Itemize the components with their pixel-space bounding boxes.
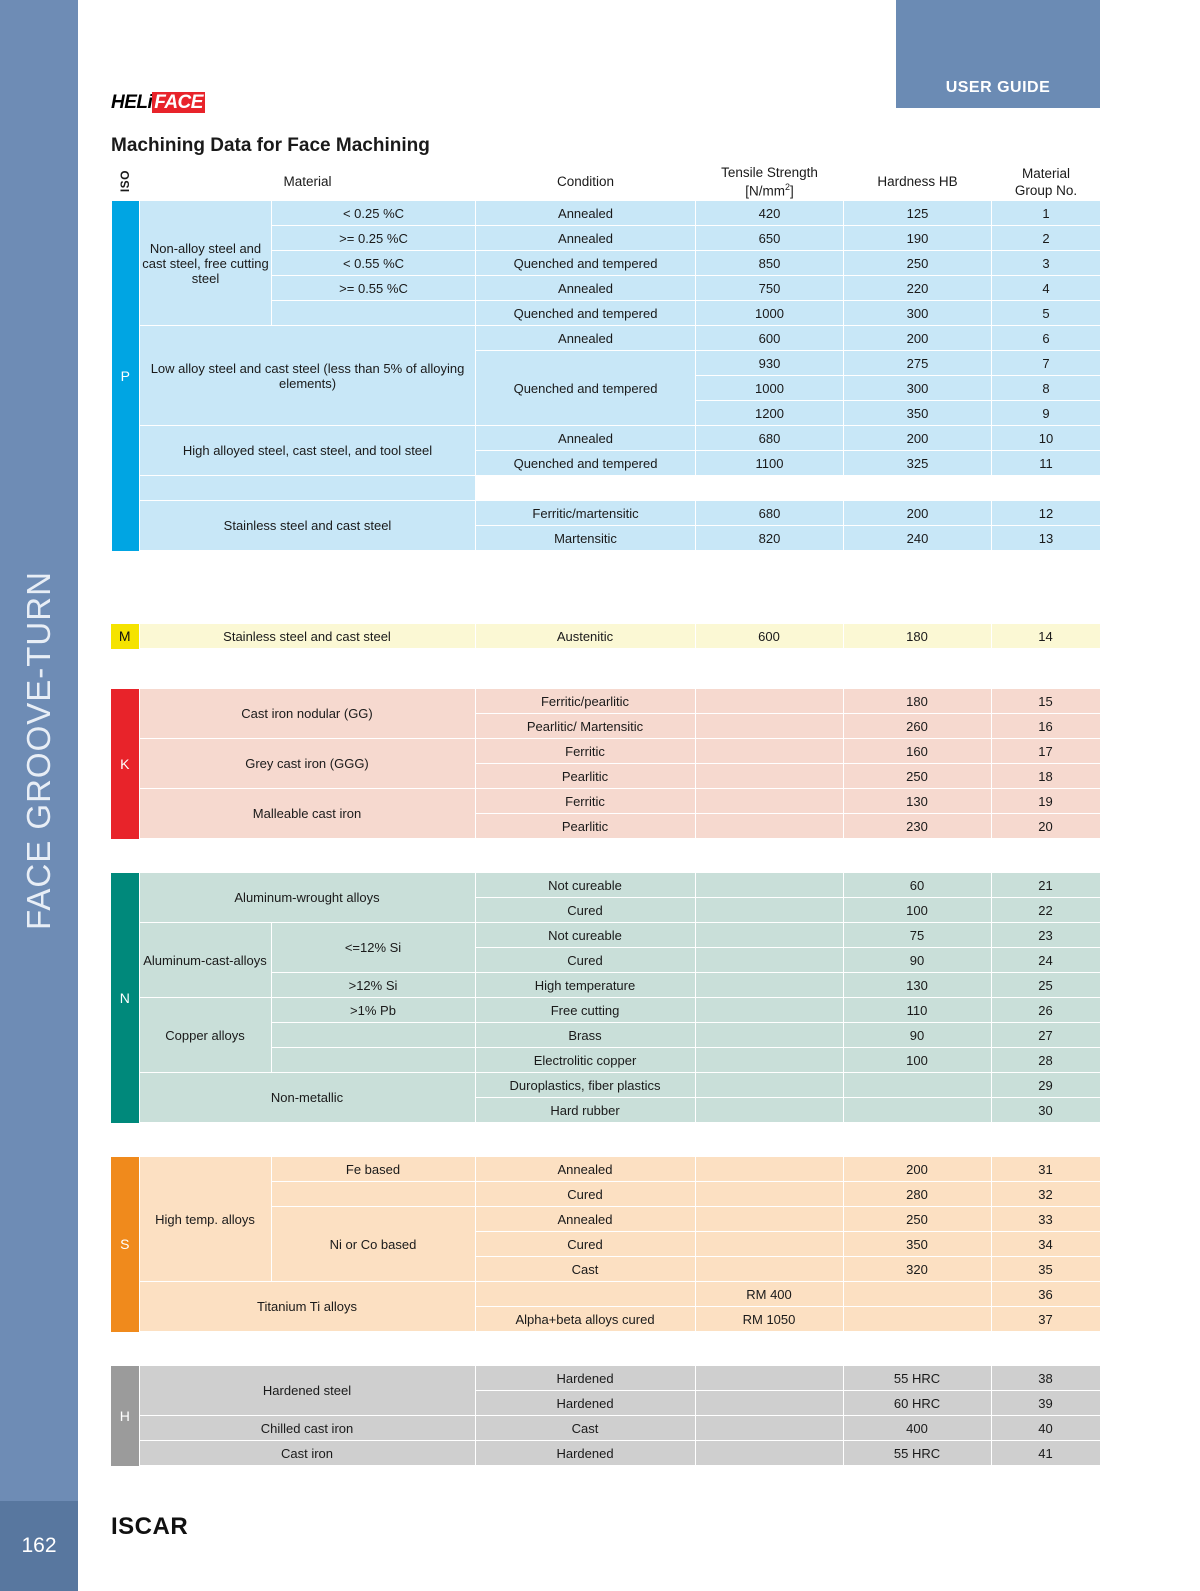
table-row (112, 326, 1101, 351)
tensile (695, 1207, 843, 1232)
table-row (111, 1441, 1100, 1466)
tensile (695, 1232, 843, 1257)
table-group-n (111, 872, 1100, 1123)
tensile: 600 (696, 326, 844, 351)
user-guide-banner: USER GUIDE (896, 0, 1100, 108)
group-no: 29 (991, 1073, 1100, 1098)
material-name: Cast iron nodular (GG) (139, 689, 475, 739)
tensile (695, 764, 843, 789)
table-row (111, 1416, 1100, 1441)
condition: Pearlitic/ Martensitic (475, 714, 695, 739)
hardness: 100 (843, 898, 991, 923)
group-no: 7 (992, 351, 1101, 376)
iso-letter-k: K (111, 689, 139, 839)
hardness: 350 (844, 401, 992, 426)
hardness: 320 (843, 1257, 991, 1282)
material-sub (271, 1023, 475, 1048)
group-no: 31 (991, 1157, 1100, 1182)
material-name: Titanium Ti alloys (139, 1282, 475, 1332)
material-sub (272, 301, 476, 326)
hardness (843, 1073, 991, 1098)
tensile: 680 (696, 426, 844, 451)
group-no: 15 (991, 689, 1100, 714)
header-tensile-strength: Tensile Strength $[N/mm^2]$ (696, 165, 844, 201)
hardness: 220 (844, 276, 992, 301)
condition: High temperature (475, 973, 695, 998)
material-name: Chilled cast iron (139, 1416, 475, 1441)
tensile: 750 (696, 276, 844, 301)
condition: Pearlitic (475, 814, 695, 839)
hardness: 90 (843, 1023, 991, 1048)
tensile: 1000 (696, 376, 844, 401)
hardness: 55 HRC (843, 1366, 991, 1391)
tensile (695, 789, 843, 814)
material-sub: <=12% Si (271, 923, 475, 973)
table-row (111, 1282, 1100, 1307)
condition: Free cutting (475, 998, 695, 1023)
table-row (111, 923, 1100, 948)
hardness: 400 (843, 1416, 991, 1441)
iso-letter-m: M (111, 624, 139, 649)
group-no: 10 (992, 426, 1101, 451)
condition: Quenched and tempered (476, 251, 696, 276)
condition: Hardened (475, 1441, 695, 1466)
condition: Ferritic (475, 739, 695, 764)
table-row (111, 789, 1100, 814)
group-no: 33 (991, 1207, 1100, 1232)
hardness: 110 (843, 998, 991, 1023)
hardness (843, 1307, 991, 1332)
material-sub: >= 0.25 %C (272, 226, 476, 251)
group-no: 30 (991, 1098, 1100, 1123)
tensile (695, 1257, 843, 1282)
hardness: 200 (844, 326, 992, 351)
material-name: Stainless steel and cast steel (139, 624, 475, 649)
hardness: 325 (844, 451, 992, 476)
material-name: High alloyed steel, cast steel, and tool steel (140, 426, 476, 476)
tensile (695, 1182, 843, 1207)
condition (475, 1282, 695, 1307)
table-row (111, 739, 1100, 764)
side-rail-title: FACE GROOVE-TURN (20, 571, 57, 930)
condition: Martensitic (476, 526, 696, 551)
material-name: Non-alloy steel and cast steel, free cutting steel (140, 201, 272, 326)
condition: Quenched and tempered (476, 451, 696, 476)
footer-brand: ISCAR (111, 1513, 189, 1540)
group-no: 9 (992, 401, 1101, 426)
hardness: 250 (843, 764, 991, 789)
hardness: 130 (843, 973, 991, 998)
header-condition: Condition (476, 165, 696, 201)
table-row (111, 998, 1100, 1023)
group-no: 35 (991, 1257, 1100, 1282)
hardness: 90 (843, 948, 991, 973)
material-name: Aluminum-cast-alloys (139, 923, 271, 998)
tensile: 1000 (696, 301, 844, 326)
condition: Cured (475, 898, 695, 923)
tensile (695, 714, 843, 739)
table-row-spacer (112, 476, 1101, 501)
tensile (695, 1048, 843, 1073)
header-material-group: Material Group No. (992, 165, 1101, 201)
tensile (695, 898, 843, 923)
material-sub: >1% Pb (271, 998, 475, 1023)
hardness: 130 (843, 789, 991, 814)
iso-letter-n: N (111, 873, 139, 1123)
group-no: 22 (991, 898, 1100, 923)
condition: Alpha+beta alloys cured (475, 1307, 695, 1332)
group-no: 8 (992, 376, 1101, 401)
condition: Annealed (476, 201, 696, 226)
iso-letter-h: H (111, 1366, 139, 1466)
heliface-logo (111, 92, 205, 114)
condition: Brass (475, 1023, 695, 1048)
spacer-cell (992, 476, 1101, 501)
hardness: 300 (844, 301, 992, 326)
logo-text-face: FACE (154, 92, 203, 113)
hardness: 250 (844, 251, 992, 276)
condition: Austenitic (475, 624, 695, 649)
group-no: 28 (991, 1048, 1100, 1073)
tensile: 650 (696, 226, 844, 251)
hardness: 200 (844, 426, 992, 451)
tensile (695, 973, 843, 998)
tensile: 680 (696, 501, 844, 526)
group-no: 21 (991, 873, 1100, 898)
group-no: 20 (991, 814, 1100, 839)
material-name: Low alloy steel and cast steel (less than 5% of alloying elements) (140, 326, 476, 426)
condition: Ferritic (475, 789, 695, 814)
hardness: 260 (843, 714, 991, 739)
spacer-cell (844, 476, 992, 501)
tensile (695, 814, 843, 839)
group-no: 1 (992, 201, 1101, 226)
tensile: 930 (696, 351, 844, 376)
tensile (695, 1441, 843, 1466)
table-header-row (112, 165, 1101, 201)
page-number: 162 (0, 1501, 78, 1591)
spacer-cell (476, 476, 696, 501)
hardness: 160 (843, 739, 991, 764)
tensile (695, 923, 843, 948)
group-no: 19 (991, 789, 1100, 814)
hardness: 200 (844, 501, 992, 526)
table-row (111, 624, 1100, 649)
group-no: 39 (991, 1391, 1100, 1416)
group-no: 38 (991, 1366, 1100, 1391)
condition: Ferritic/pearlitic (475, 689, 695, 714)
hardness: 180 (843, 624, 991, 649)
hardness: 75 (843, 923, 991, 948)
material-sub: < 0.25 %C (272, 201, 476, 226)
tensile (695, 1366, 843, 1391)
material-sub: Ni or Co based (271, 1207, 475, 1282)
material-name: Copper alloys (139, 998, 271, 1073)
group-no: 17 (991, 739, 1100, 764)
tensile (695, 1157, 843, 1182)
tensile: 420 (696, 201, 844, 226)
tensile (695, 689, 843, 714)
page-title: Machining Data for Face Machining (111, 135, 430, 156)
header-iso: ISO (112, 165, 140, 201)
hardness: 60 HRC (843, 1391, 991, 1416)
group-no: 24 (991, 948, 1100, 973)
group-no: 23 (991, 923, 1100, 948)
tensile (695, 998, 843, 1023)
header-hardness: Hardness HB (844, 165, 992, 201)
condition: Cured (475, 1232, 695, 1257)
group-no: 18 (991, 764, 1100, 789)
hardness (843, 1098, 991, 1123)
table-row (112, 501, 1101, 526)
group-no: 4 (992, 276, 1101, 301)
table-group-p (111, 164, 1100, 551)
condition: Annealed (476, 326, 696, 351)
material-name: Malleable cast iron (139, 789, 475, 839)
tensile (695, 1098, 843, 1123)
material-sub: < 0.55 %C (272, 251, 476, 276)
tensile: 1200 (696, 401, 844, 426)
table-group-m (111, 623, 1100, 649)
condition: Hardened (475, 1391, 695, 1416)
condition: Annealed (475, 1207, 695, 1232)
condition: Pearlitic (475, 764, 695, 789)
group-no: 34 (991, 1232, 1100, 1257)
material-name: Aluminum-wrought alloys (139, 873, 475, 923)
material-sub (271, 1048, 475, 1073)
iso-letter-s: S (111, 1157, 139, 1332)
group-no: 36 (991, 1282, 1100, 1307)
header-material: Material (140, 165, 476, 201)
tensile: RM 1050 (695, 1307, 843, 1332)
tensile (695, 1416, 843, 1441)
material-name: Grey cast iron (GGG) (139, 739, 475, 789)
condition: Not cureable (475, 873, 695, 898)
hardness: 240 (844, 526, 992, 551)
group-no: 13 (992, 526, 1101, 551)
condition: Electrolitic copper (475, 1048, 695, 1073)
table-row (111, 689, 1100, 714)
group-no: 27 (991, 1023, 1100, 1048)
table-group-k (111, 688, 1100, 839)
hardness: 125 (844, 201, 992, 226)
tensile (695, 873, 843, 898)
condition: Cured (475, 948, 695, 973)
condition: Cast (475, 1416, 695, 1441)
material-name: Hardened steel (139, 1366, 475, 1416)
condition: Annealed (476, 426, 696, 451)
group-no: 26 (991, 998, 1100, 1023)
material-sub: >12% Si (271, 973, 475, 998)
group-no: 5 (992, 301, 1101, 326)
condition: Quenched and tempered (476, 351, 696, 426)
group-no: 2 (992, 226, 1101, 251)
table-row (112, 426, 1101, 451)
group-no: 3 (992, 251, 1101, 276)
tensile: 820 (696, 526, 844, 551)
condition: Cured (475, 1182, 695, 1207)
table-row (112, 201, 1101, 226)
group-no: 6 (992, 326, 1101, 351)
tensile: RM 400 (695, 1282, 843, 1307)
tensile (695, 948, 843, 973)
material-name: Cast iron (139, 1441, 475, 1466)
hardness: 100 (843, 1048, 991, 1073)
group-no: 16 (991, 714, 1100, 739)
table-group-h (111, 1365, 1100, 1466)
material-sub (271, 1182, 475, 1207)
material-sub: Fe based (271, 1157, 475, 1182)
group-no: 41 (991, 1441, 1100, 1466)
condition: Hardened (475, 1366, 695, 1391)
hardness: 55 HRC (843, 1441, 991, 1466)
tensile (695, 1023, 843, 1048)
hardness: 250 (843, 1207, 991, 1232)
tensile: 1100 (696, 451, 844, 476)
table-row (111, 1073, 1100, 1098)
material-name: Non-metallic (139, 1073, 475, 1123)
side-rail (0, 0, 78, 1501)
hardness: 350 (843, 1232, 991, 1257)
hardness: 275 (844, 351, 992, 376)
group-no: 37 (991, 1307, 1100, 1332)
hardness: 230 (843, 814, 991, 839)
condition: Hard rubber (475, 1098, 695, 1123)
hardness (843, 1282, 991, 1307)
condition: Annealed (475, 1157, 695, 1182)
hardness: 180 (843, 689, 991, 714)
table-row (111, 1157, 1100, 1182)
group-no: 40 (991, 1416, 1100, 1441)
condition: Cast (475, 1257, 695, 1282)
table-row (111, 873, 1100, 898)
hardness: 200 (843, 1157, 991, 1182)
group-no: 32 (991, 1182, 1100, 1207)
spacer-cell (140, 476, 476, 501)
condition: Ferritic/martensitic (476, 501, 696, 526)
table-group-s (111, 1156, 1100, 1332)
group-no: 11 (992, 451, 1101, 476)
condition: Annealed (476, 226, 696, 251)
tensile (695, 739, 843, 764)
iso-letter-p: P (112, 201, 140, 551)
material-sub: >= 0.55 %C (272, 276, 476, 301)
tensile (695, 1391, 843, 1416)
condition: Annealed (476, 276, 696, 301)
hardness: 190 (844, 226, 992, 251)
group-no: 12 (992, 501, 1101, 526)
spacer-cell (696, 476, 844, 501)
hardness: 60 (843, 873, 991, 898)
condition: Quenched and tempered (476, 301, 696, 326)
hardness: 300 (844, 376, 992, 401)
tensile: 600 (695, 624, 843, 649)
tensile (695, 1073, 843, 1098)
group-no: 25 (991, 973, 1100, 998)
table-row (111, 1366, 1100, 1391)
material-name: High temp. alloys (139, 1157, 271, 1282)
hardness: 280 (843, 1182, 991, 1207)
material-name: Stainless steel and cast steel (140, 501, 476, 551)
condition: Duroplastics, fiber plastics (475, 1073, 695, 1098)
logo-text-heli: HELi (111, 92, 153, 113)
group-no: 14 (991, 624, 1100, 649)
tensile: 850 (696, 251, 844, 276)
condition: Not cureable (475, 923, 695, 948)
